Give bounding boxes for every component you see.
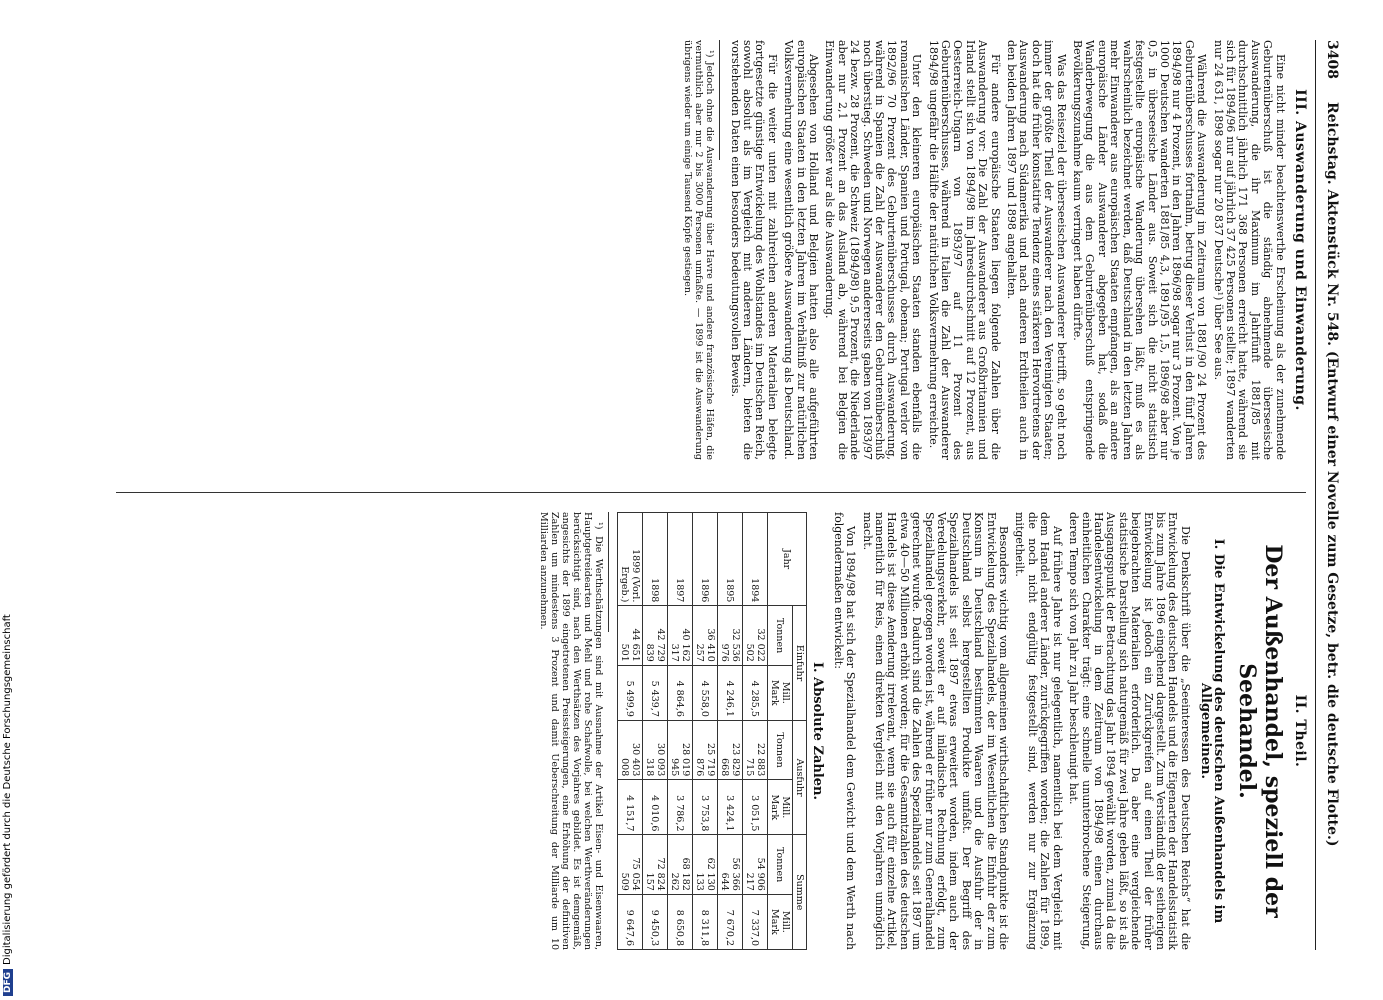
table-row: [743, 513, 768, 950]
col-unit-tons: Tonnen: [768, 606, 793, 665]
subsection-title: I. Die Entwickelung des deutschen Außenhandels im Allgemeinen.: [1198, 538, 1226, 924]
cell-export-tons: 30 093 318: [643, 720, 668, 779]
page-header: [1315, 40, 1340, 950]
table-row: [718, 513, 743, 950]
cell-year: 1897: [668, 513, 693, 606]
paragraph: Von 1894/98 hat sich der Spezialhandel dem Gewicht und dem Werth nach folgendermaßen entwickelt:: [831, 512, 858, 950]
cell-year: 1894: [743, 513, 768, 606]
cell-export-tons: 28 019 945: [668, 720, 693, 779]
paragraph: Die Denkschrift über die „Seeinteressen des Deutschen Reichs“ hat die Entwickelung des deutschen Handels und die Eigenarten der Handelsstatistik bis zum Jahre 1896 eingehend dargestellt. Zum Verständniß der seitherigen Entwickelung ist jedoch ein Zurückgreifen auf einen Theil der früher beigebrachten Materialien erforderlich. Da aber eine vergleichende statistische Darstellung sich naturgemäß für zwei Jahre geben läßt, so ist als Ausgangspunkt der Betrachtung das Jahr 1894 gewählt worden, zumal da die Handelsentwickelung in dem Zeitraum von 1894/98 einen durchaus einheitlichen Charakter trägt: eine schnelle ununterbrochene Steigerung, deren Tempo sich von Jahr zu Jahr beschleunigt hat.: [1067, 512, 1192, 950]
cell-export-mill: 3 424,1: [718, 780, 743, 835]
col-unit-mill: Mill. Mark: [768, 780, 793, 835]
cell-year: 1895: [718, 513, 743, 606]
cell-year: 1899 (Vorl. Ergeb.): [618, 513, 643, 606]
table-row: [693, 513, 718, 950]
section-title-emigration: III. Auswanderung und Einwanderung.: [1292, 89, 1308, 411]
paragraph: Für die weiter unten mit zahlreichen anderen Materialien belegte fortgesetzte günstige Entwickelung des Wohlstandes im Deutschen Reich, sowohl absolut als im Vergleich mit anderen Ländern, bieten die vorstehenden Daten einen besonders bedeutungsvollen Beweis.: [728, 40, 779, 460]
credit-text: Digitalisierung gefördert durch die Deutsche Forschungsgemeinschaft: [2, 614, 13, 965]
cell-import-tons: 42 729 839: [643, 606, 668, 665]
cell-import-tons: 36 410 257: [693, 606, 718, 665]
col-unit-tons: Tonnen: [768, 835, 793, 894]
col-unit-tons: Tonnen: [768, 720, 793, 779]
col-header-year: Jahr: [768, 513, 807, 606]
cell-export-tons: 22 883 715: [743, 720, 768, 779]
page-number: 3408: [1324, 40, 1340, 79]
part-title: II. Theil.: [1292, 694, 1308, 768]
paragraph: Unter den kleineren europäischen Staaten standen ebenfalls die romanischen Länder, Spanien und Portugal, obenan; Portugal verlor von 1892/96 70 Prozent des Geburtenüberschusses durch Auswanderung, während in Spanien die Zahl der Auswanderer den Geburtenüberschuß noch überstieg. Schweden und Norwegen andererseits gaben von 1893/97 24 bezw. 28 Prozent, die Schweiz (1894/98) 9,5 Prozent, die Niederlande aber nur 2,1 Prozent an das Ausland ab, während bei Belgien die Einwanderung größer war als die Auswanderung.: [823, 40, 924, 460]
footnote-rule: [608, 512, 609, 632]
column-divider: [116, 492, 1306, 493]
cell-import-mill: 4 285,5: [743, 665, 768, 720]
cell-total-tons: 54 906 217: [743, 835, 768, 894]
cell-export-mill: 3 786,2: [668, 780, 693, 835]
cell-export-tons: 30 403 008: [618, 720, 643, 779]
dfg-logo: DFG: [3, 969, 13, 996]
footnote: ¹) Jedoch ohne die Auswanderung über Havre und andere französische Häfen, die vermuthlich aber nur 2 bis 3000 Personen umfaßte. — 1899 ist die Auswanderung übrigens wieder um einige Tausend Köpfe gestiegen.: [682, 40, 716, 460]
cell-export-mill: 3 753,8: [693, 780, 718, 835]
cell-year: 1898: [643, 513, 668, 606]
cell-year: 1896: [693, 513, 718, 606]
paragraph: Besonders wichtig vom allgemeinen wirthschaftlichen Standpunkte ist die Entwickelung des Spezialhandels, der im Wesentlichen die Einfuhr der zum Konsum in Deutschland bestimmten Waaren und die Ausfuhr der in Deutschland selbst hergestellten Produkte umfaßt. Der Begriff des Spezialhandels ist seit 1897 etwas erweitert worden, indem auch der Veredelungsverkehr, soweit er auf inländische Rechnung erfolgt, zum Spezialhandel gezogen worden ist, während er früher nur zum Generalhandel gerechnet wurde. Dadurch sind die Zahlen des Spezialhandels seit 1897 um etwa 40—50 Millionen erhöht worden; für die Gesammtzahlen des deutschen Handels ist diese Aenderung irrelevant, wenn sie auch für einzelne Artikel, namentlich für Reis, einen direkten Vergleich mit den Vorjahren unmöglich macht.: [860, 512, 1011, 950]
main-title: Der Außenhandel, speziell der Seehandel.: [1233, 544, 1286, 918]
table-title: I. Absolute Zahlen.: [810, 661, 826, 801]
cell-total-mill: 9 450,3: [643, 894, 668, 949]
cell-import-tons: 40 162 317: [668, 606, 693, 665]
cell-import-mill: 4 558,0: [693, 665, 718, 720]
col-group-total: Summe: [793, 835, 807, 950]
col-group-export: Ausfuhr: [793, 720, 807, 835]
cell-import-tons: 32 022 502: [743, 606, 768, 665]
cell-export-mill: 4 010,6: [643, 780, 668, 835]
col-group-import: Einfuhr: [793, 606, 807, 721]
table-row: [668, 513, 693, 950]
paragraph: Abgesehen von Holland und Belgien hatten also alle aufgeführten europäischen Staaten in den letzten Jahren im Verhältniß zur natürlichen Volksvermehrung eine wesentlich größere Auswanderung als Deutschland.: [782, 40, 820, 460]
footnote: ¹) Die Werthschätzungen sind mit Ausnahme der Artikel Eisen- und Eisenwaaren, Hauptgetreidearten und Mehl und rohe Schafwolle, bei welchen Werthveränderungen berücksichtigt sind, nach den Werthsätzen des Vorjahres gebildet. Es ist demgemäß, angesichts der 1899 eingetretenen Preissteigerungen, eine Erhöhung der definitiven Zahlen um mindestens 3 Prozent und damit Ueberschreitung der Milliarde um 10 Milliarden anzunehmen.: [538, 512, 604, 950]
paragraph: Für andere europäische Staaten liegen folgende Zahlen über die Auswanderung vor: Die Zahl der Auswanderer aus Großbritannien und Irland stellt sich von 1894/98 im Jahresdurchschnitt auf 12 Prozent, aus Oesterreich-Ungarn von 1893/97 auf 11 Prozent des Geburtenüberschusses, während in Italien die Zahl der Auswanderer 1894/98 ungefähr die Hälfte der natürlichen Volksvermehrung erreichte.: [926, 40, 1002, 460]
cell-total-mill: 8 650,8: [668, 894, 693, 949]
cell-total-mill: 9 647,6: [618, 894, 643, 949]
paragraph: Auf frühere Jahre ist nur gelegentlich, namentlich bei dem Vergleich mit dem Handel anderer Länder, zurückgegriffen worden; die Zahlen für 1899, die noch nicht endgültig festgestellt sind, werden nur zur Ergänzung mitgetheilt.: [1013, 512, 1064, 950]
paragraph: Eine nicht minder beachtenswerthe Erscheinung als der zunehmende Geburtenüberschuß ist die ständig abnehmende überseeische Auswanderung, die ihr Maximum im Jahrfünft 1881/85 mit durchschnittlich jährlich 171 368 Personen erreicht hatte, während sie sich für 1894/96 nur auf jährlich 37 425 Personen stellte; 1897 wanderten nur 24 631, 1898 sogar nur 20 837 Deutsche¹) über See aus.: [1211, 40, 1287, 460]
cell-import-mill: 4 864,6: [668, 665, 693, 720]
digitization-credit: [2, 614, 13, 996]
footnote-rule: [719, 40, 720, 160]
running-head: Reichstag. Aktenstück Nr. 548. (Entwurf einer Novelle zum Gesetze, betr. die deutsche Flotte.): [1324, 102, 1340, 847]
cell-import-mill: 5 439,7: [643, 665, 668, 720]
cell-total-tons: 56 366 644: [718, 835, 743, 894]
col-unit-mill: Mill. Mark: [768, 665, 793, 720]
cell-total-mill: 7 337,0: [743, 894, 768, 949]
left-column: [678, 40, 1306, 460]
cell-export-mill: 3 051,5: [743, 780, 768, 835]
cell-export-tons: 25 719 876: [693, 720, 718, 779]
cell-total-mill: 7 670,2: [718, 894, 743, 949]
cell-import-mill: 4 246,1: [718, 665, 743, 720]
table-row: [643, 513, 668, 950]
trade-table: [617, 512, 807, 950]
paragraph: Während die Auswanderung im Zeitraum von 1881/90 24 Prozent des Geburtenüberschusses fortnahm, betrug dieser Verlust in den fünf Jahren 1894/98 nur 4 Prozent, in den Jahren 1896/98 sogar nur 3 Prozent. Von je 1000 Deutschen wanderten 1881/85 4,3, 1891/95 1,5, 1896/98 aber nur 0,5 in überseeische Länder aus. Soweit sich die nicht statistisch festgestellte europäische Wanderung übersehen läßt, muß es als wahrscheinlich bezeichnet werden, daß Deutschland in den letzten Jahren mehr Einwanderer aus europäischen Staaten empfangen, als an andere europäische Länder Auswanderer abgegeben hat, sodaß die Wanderbewegung die aus dem Geburtenüberschuß entspringende Bevölkerungszunahme kaum verringert haben dürfte.: [1071, 40, 1209, 460]
cell-import-mill: 5 499,9: [618, 665, 643, 720]
cell-total-tons: 62 130 133: [693, 835, 718, 894]
paragraph: Was das Reiseziel der überseeischen Auswanderer betrifft, so geht noch immer der größte Theil der Auswanderer nach den Vereinigten Staaten; doch hat die früher konstatirte Tendenz eines stärkeren Hervortretens der Auswanderung nach Südamerika und nach anderen Erdtheilen auch in den beiden Jahren 1897 und 1898 angehalten.: [1005, 40, 1068, 460]
cell-total-tons: 75 054 509: [618, 835, 643, 894]
cell-export-mill: 4 151,7: [618, 780, 643, 835]
cell-total-tons: 72 824 157: [643, 835, 668, 894]
right-column: [534, 512, 1306, 950]
cell-import-tons: 44 651 501: [618, 606, 643, 665]
table-row: [618, 513, 643, 950]
rotated-page: [90, 40, 1340, 950]
cell-import-tons: 32 536 976: [718, 606, 743, 665]
col-unit-mill: Mill. Mark: [768, 894, 793, 949]
cell-total-mill: 8 311,8: [693, 894, 718, 949]
cell-total-tons: 68 182 262: [668, 835, 693, 894]
cell-export-tons: 23 829 668: [718, 720, 743, 779]
